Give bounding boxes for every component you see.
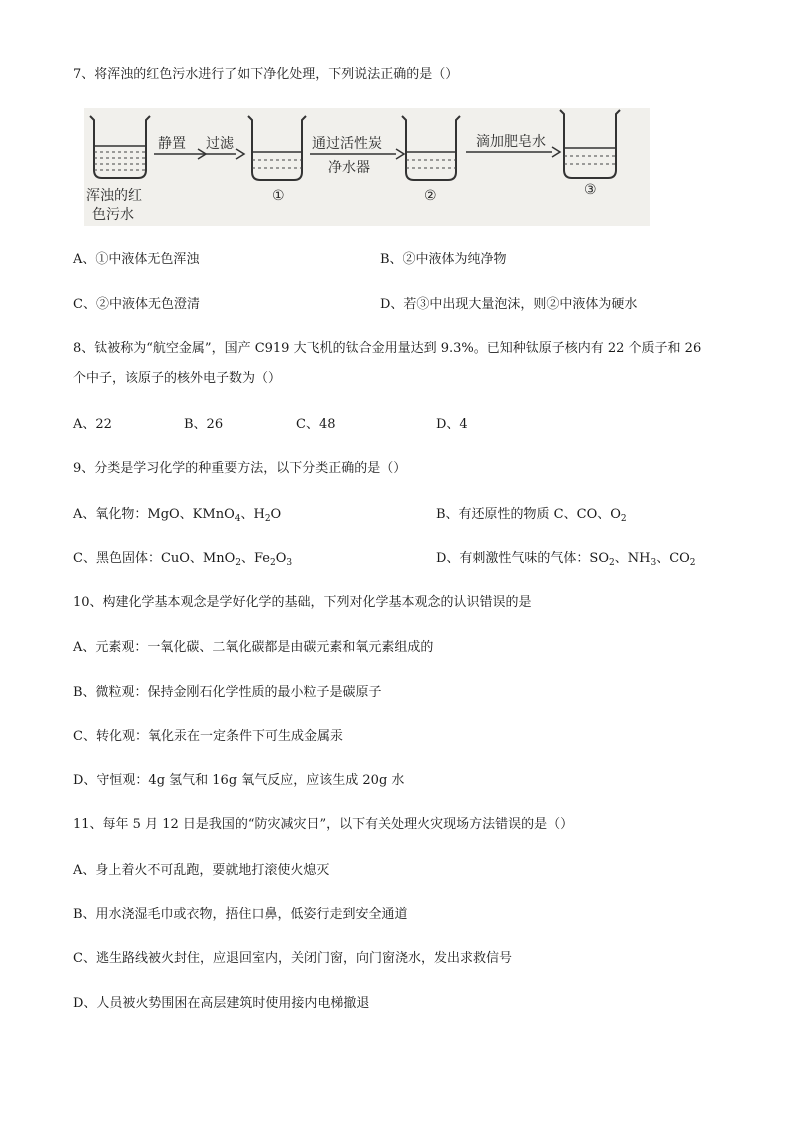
beaker-3 <box>560 110 620 178</box>
q11-option-c: C、逃生路线被火封住，应退回室内，关闭门窗，向门窗浇水，发出求救信号 <box>73 951 512 966</box>
q10-stem: 10、构建化学基本观念是学好化学的基础，下列对化学基本观念的认识错误的是 <box>73 595 532 610</box>
q10-option-d: D、守恒观：4g 氢气和 16g 氧气反应，应该生成 20g 水 <box>73 773 405 788</box>
step1-arrow-head2-icon <box>236 149 244 159</box>
q7-option-a: A、①中液体无色浑浊 <box>73 252 200 267</box>
q11-option-d: D、人员被火势围困在高层建筑时使用接内电梯撤退 <box>73 996 370 1011</box>
beaker-2-label: ② <box>424 188 437 204</box>
q9-option-d: D、有刺激性气味的气体：$SO_2$、$NH_3$、$CO_2$ <box>436 551 696 568</box>
step2-arrow-head-icon <box>396 149 404 159</box>
step1-label-a: 静置 <box>158 136 186 152</box>
q11-option-b: B、用水浇湿毛巾或衣物，捂住口鼻，低姿行走到安全通道 <box>73 907 408 922</box>
beaker-3-label: ③ <box>584 182 597 198</box>
q10-option-a: A、元素观：一氧化碳、二氧化碳都是由碳元素和氧元素组成的 <box>73 640 434 655</box>
q9-option-c: C、黑色固体：CuO、MnO$_2$、$Fe_2O_3$ <box>73 551 293 568</box>
beaker-0-label-line2: 色污水 <box>92 207 134 223</box>
q7-stem: 7、将浑浊的红色污水进行了如下净化处理，下列说法正确的是（） <box>73 67 459 82</box>
beaker-0-label-line1: 浑浊的红 <box>86 188 142 204</box>
beaker-1-label: ① <box>272 188 285 204</box>
q8-option-b: B、26 <box>184 417 224 432</box>
step3-label: 滴加肥皂水 <box>476 134 546 150</box>
beaker-1 <box>248 116 306 180</box>
q7-option-d: D、若③中出现大量泡沫，则②中液体为硬水 <box>380 297 638 312</box>
q9-option-b: B、有还原性的物质 C、CO、$O_2$ <box>436 507 627 524</box>
q7-option-b: B、②中液体为纯净物 <box>380 252 507 267</box>
q10-option-c: C、转化观：氧化汞在一定条件下可生成金属汞 <box>73 729 343 744</box>
q8-option-c: C、48 <box>296 417 336 432</box>
step2-label-a: 通过活性炭 <box>312 136 382 152</box>
q8-stem-line2: 个中子，该原子的核外电子数为（） <box>73 371 282 386</box>
purification-diagram <box>84 108 650 226</box>
q10-option-b: B、微粒观：保持金刚石化学性质的最小粒子是碳原子 <box>73 685 382 700</box>
beaker-0 <box>90 116 150 178</box>
q7-purification-figure <box>84 108 650 226</box>
q9-stem: 9、分类是学习化学的种重要方法，以下分类正确的是（） <box>73 461 407 476</box>
q8-stem-line1: 8、钛被称为“航空金属”，国产 C919 大飞机的钛合金用量达到 9.3%。已知种钛原子核内有 22 个质子和 26 <box>73 341 702 356</box>
q8-option-d: D、4 <box>436 417 468 432</box>
q11-stem: 11、每年 5 月 12 日是我国的“防灾减灾日”，以下有关处理火灾现场方法错误的是（） <box>73 817 574 832</box>
step3-arrow-head-icon <box>552 147 560 157</box>
q11-option-a: A、身上着火不可乱跑，要就地打滚使火熄灭 <box>73 863 330 878</box>
q9-option-a: A、氧化物：MgO、KMnO$_4$、$H_2O$ <box>73 507 282 524</box>
q7-option-c: C、②中液体无色澄清 <box>73 297 200 312</box>
step1-label-b: 过滤 <box>206 136 234 152</box>
q8-option-a: A、22 <box>73 417 112 432</box>
step2-label-b: 净水器 <box>328 160 370 176</box>
beaker-2 <box>402 116 460 180</box>
